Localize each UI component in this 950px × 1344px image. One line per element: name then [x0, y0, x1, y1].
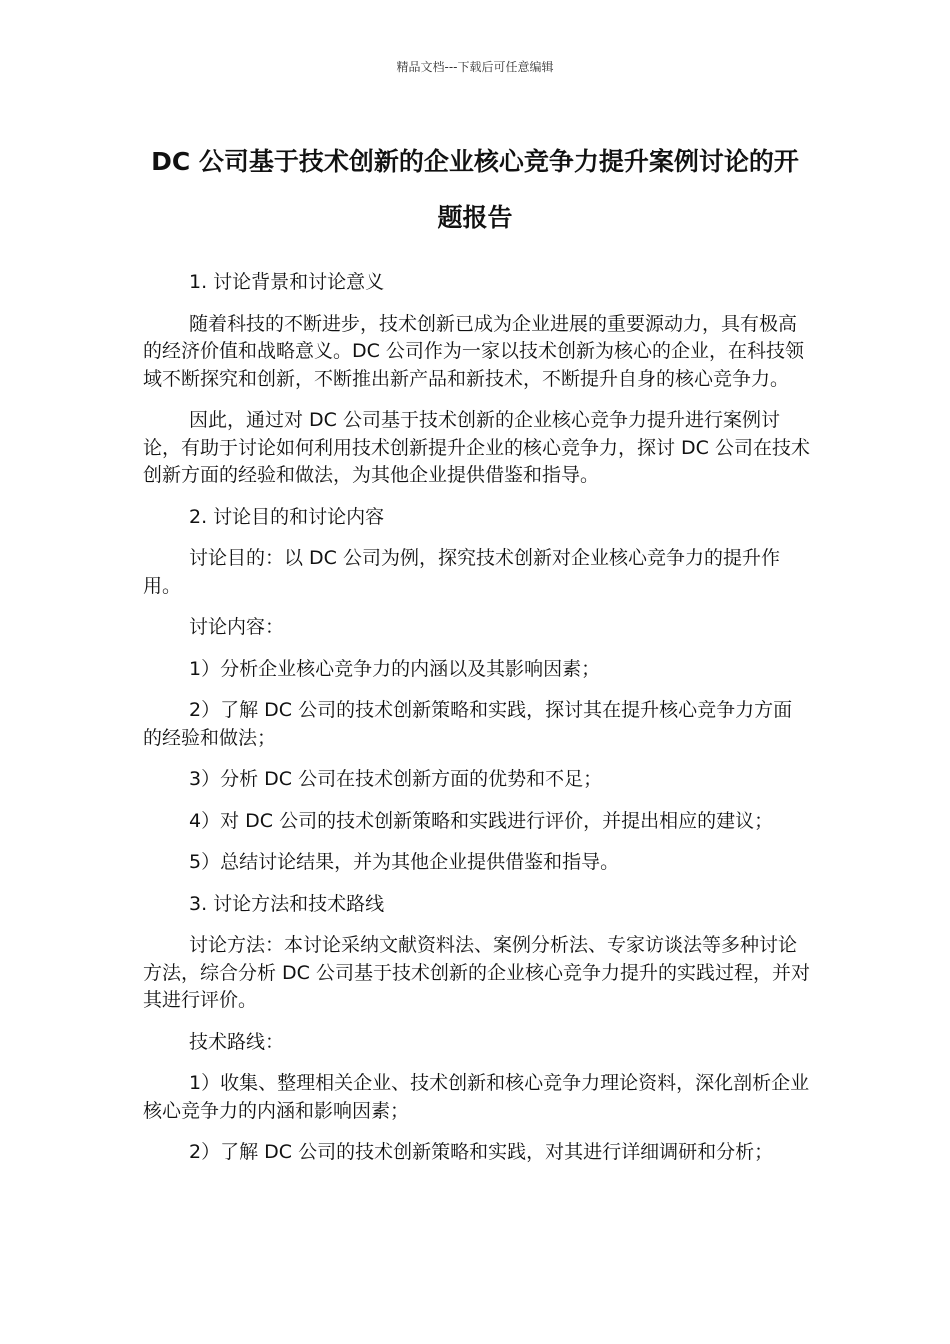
paragraph: 讨论目的：以 DC 公司为例，探究技术创新对企业核心竞争力的提升作用。: [143, 547, 780, 597]
header-note: 精品文档---下载后可任意编辑: [396, 60, 554, 74]
section-heading: 2. 讨论目的和讨论内容: [189, 505, 385, 528]
section-heading: 1. 讨论背景和讨论意义: [189, 271, 385, 293]
paragraph: 技术路线：: [189, 1030, 285, 1053]
list-item: 2）了解 DC 公司的技术创新策略和实践，对其进行详细调研和分析；: [189, 1141, 774, 1163]
document-title: DC 公司基于技术创新的企业核心竞争力提升案例讨论的开题报告: [151, 147, 799, 232]
list-item: 1）分析企业核心竞争力的内涵以及其影响因素；: [189, 657, 601, 680]
list-item: 3）分析 DC 公司在技术创新方面的优势和不足；: [189, 768, 603, 790]
list-item: 1）收集、整理相关企业、技术创新和核心竞争力理论资料，深化剖析企业核心竞争力的内涵和影响因素；: [143, 1072, 810, 1122]
list-item: 4）对 DC 公司的技术创新策略和实践进行评价，并提出相应的建议；: [189, 809, 774, 832]
list-item: 2）了解 DC 公司的技术创新策略和实践，探讨其在提升核心竞争力方面的经验和做法；: [143, 699, 793, 749]
paragraph: 随着科技的不断进步，技术创新已成为企业进展的重要源动力，具有极高的经济价值和战略意义。DC 公司作为一家以技术创新为核心的企业，在科技领域不断探究和创新，不断推出新产品和新技术，不断提升自身的核心竞争力。: [143, 312, 804, 390]
section-heading: 3. 讨论方法和技术路线: [189, 892, 385, 915]
list-item: 5）总结讨论结果，并为其他企业提供借鉴和指导。: [189, 851, 620, 873]
paragraph: 讨论方法：本讨论采纳文献资料法、案例分析法、专家访谈法等多种讨论方法，综合分析 DC 公司基于技术创新的企业核心竞争力提升的实践过程，并对其进行评价。: [143, 934, 810, 1011]
paragraph: 讨论内容：: [189, 616, 285, 638]
document-body: [143, 269, 811, 1181]
paragraph: 因此，通过对 DC 公司基于技术创新的企业核心竞争力提升进行案例讨论，有助于讨论如何利用技术创新提升企业的核心竞争力，探讨 DC 公司在技术创新方面的经验和做法，为其他企业提供借鉴和指导。: [143, 409, 810, 486]
